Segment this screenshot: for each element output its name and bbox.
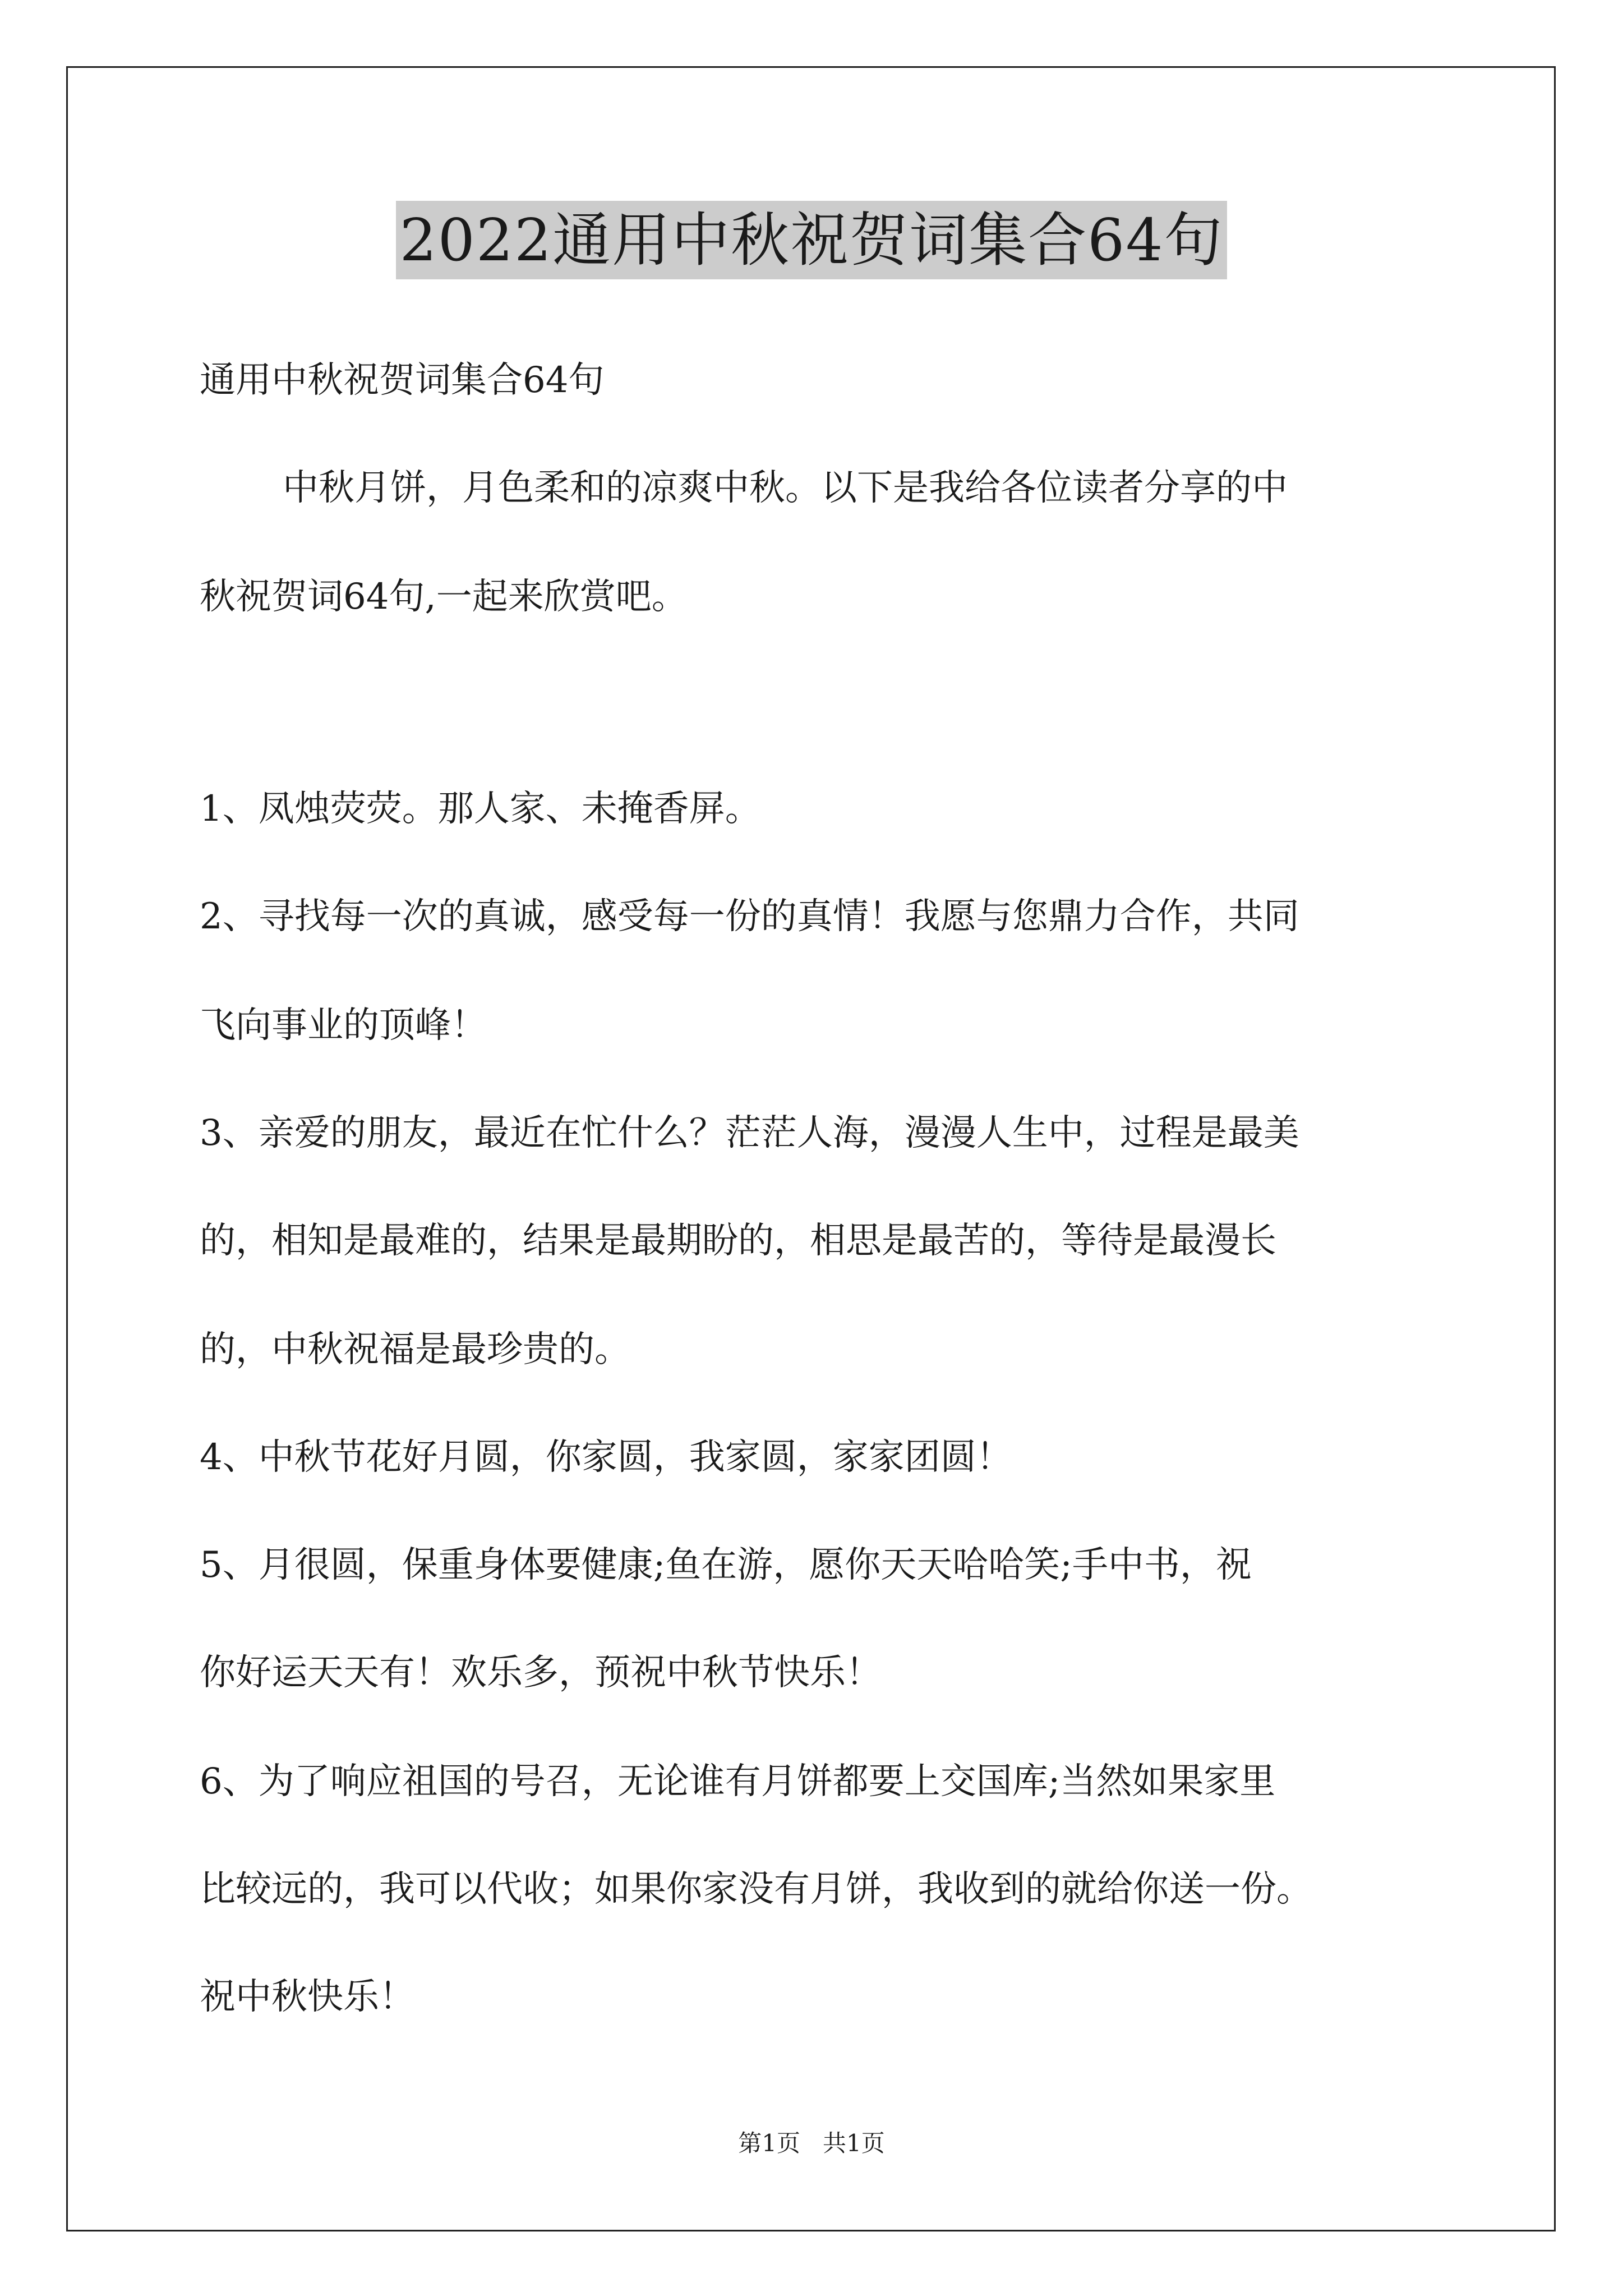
body-line-8: 5、月很圆，保重身体要健康;鱼在游，愿你天天哈哈笑;手中书，祝 xyxy=(200,1544,1252,1586)
body-line-5: 的，相知是最难的，结果是最期盼的，相思是最苦的，等待是最漫长 xyxy=(200,1220,1276,1262)
body-line-11: 比较远的，我可以代收；如果你家没有月饼，我收到的就给你送一份。 xyxy=(200,1869,1312,1910)
intro-line-2: 秋祝贺词64句,一起来欣赏吧。 xyxy=(200,576,688,618)
body-line-6: 的，中秋祝福是最珍贵的。 xyxy=(200,1329,630,1370)
body-line-4: 3、亲爱的朋友，最近在忙什么？茫茫人海，漫漫人生中，过程是最美 xyxy=(200,1112,1299,1154)
page-footer: 第1页 共1页 xyxy=(738,2129,885,2157)
title-container xyxy=(0,201,1623,279)
document-subtitle: 通用中秋祝贺词集合64句 xyxy=(200,360,605,401)
body-line-3: 飞向事业的顶峰！ xyxy=(200,1005,487,1046)
document-title: 2022通用中秋祝贺词集合64句 xyxy=(396,201,1227,279)
body-line-10: 6、为了响应祖国的号召，无论谁有月饼都要上交国库;当然如果家里 xyxy=(200,1761,1276,1802)
body-line-2: 2、寻找每一次的真诚，感受每一份的真情！我愿与您鼎力合作，共同 xyxy=(200,896,1299,937)
body-line-1: 1、凤烛荧荧。那人家、未掩香屏。 xyxy=(200,788,761,830)
body-line-12: 祝中秋快乐！ xyxy=(200,1976,415,2018)
body-line-7: 4、中秋节花好月圆，你家圆，我家圆，家家团圆！ xyxy=(200,1437,1012,1478)
body-line-9: 你好运天天有！欢乐多，预祝中秋节快乐！ xyxy=(200,1652,882,1694)
intro-line-1: 中秋月饼，月色柔和的凉爽中秋。以下是我给各位读者分享的中 xyxy=(283,467,1288,509)
